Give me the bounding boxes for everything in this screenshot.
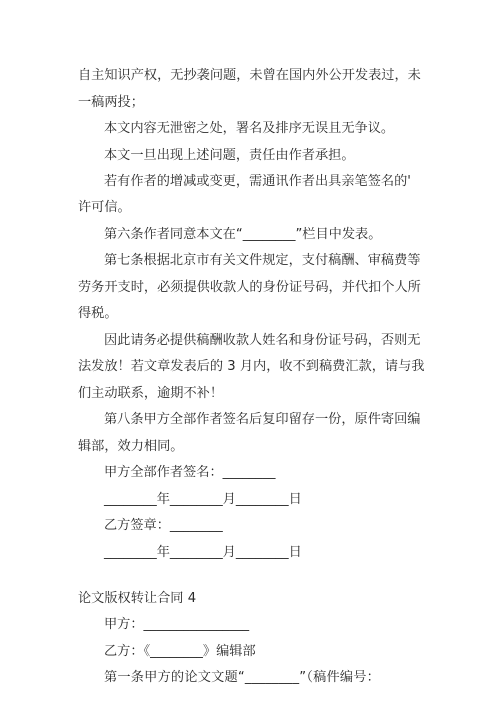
paragraph-line: 法发放！若文章发表后的 3 月内，收不到稿费汇款，请与我 [78, 359, 425, 374]
paragraph-line: 因此请务必提供稿酬收款人姓名和身份证号码，否则无 [104, 333, 421, 348]
paragraph-line: 第七条根据北京市有关文件规定，支付稿酬、审稿费等 [104, 253, 421, 268]
party-line: 乙方：《________》编辑部 [104, 644, 256, 659]
paragraph-line: 第八条甲方全部作者签名后复印留存一份，原件寄回编 [104, 412, 421, 427]
signature-line: 乙方签章：________ [104, 518, 223, 533]
paragraph-line: 一稿两投； [78, 95, 144, 110]
section-title: 论文版权转让合同 4 [78, 591, 197, 606]
paragraph-line: 劳务开支时，必须提供收款人的身份证号码，并代扣个人所 [78, 280, 421, 295]
paragraph-line: 本文一旦出现上述问题，责任由作者承担。 [104, 148, 355, 163]
paragraph-line: 许可信。 [78, 200, 131, 215]
date-line: ________年________月________日 [104, 545, 302, 560]
paragraph-line: 第一条甲方的论文文题“________”（稿件编号： [104, 670, 381, 685]
paragraph-line: 辑部，效力相同。 [78, 439, 184, 454]
paragraph-line: 自主知识产权，无抄袭问题，未曾在国内外公开发表过，未 [78, 68, 421, 83]
paragraph-line: 得税。 [78, 306, 118, 321]
date-line: ________年________月________日 [104, 492, 302, 507]
paragraph-line: 本文内容无泄密之处，署名及排序无误且无争议。 [104, 121, 395, 136]
party-line: 甲方：________________ [104, 617, 250, 632]
paragraph-line: 第六条作者同意本文在“________”栏目中发表。 [104, 227, 382, 242]
paragraph-line: 若有作者的增减或变更，需通讯作者出具亲笔签名的' [104, 174, 411, 189]
paragraph-line: 们主动联系，逾期不补！ [78, 386, 224, 401]
signature-line: 甲方全部作者签名：________ [104, 465, 276, 480]
